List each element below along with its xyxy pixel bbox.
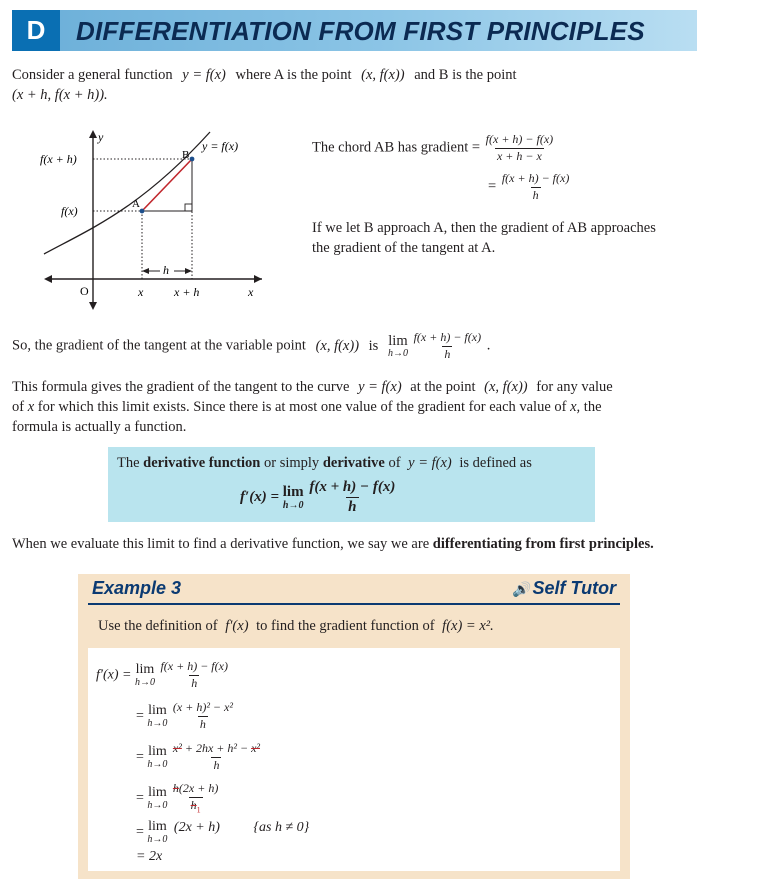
y-axis-bottom-arrow	[89, 302, 97, 310]
solution-result: = 2x	[136, 849, 163, 864]
y-axis-label: y	[98, 130, 104, 144]
point-a-label: A	[132, 198, 140, 210]
cancelled-term: x²	[172, 741, 182, 755]
formula-paragraph: This formula gives the gradient of the tangent to the curve y = f(x) at the point (x, f(x)) for any value of x for which this limit exists. Since there is at most one value of the gradient for each value of x, the formula is actually a function.	[12, 379, 613, 435]
section-letter: D	[12, 10, 60, 51]
fxh-label: f(x + h)	[40, 152, 77, 166]
cancelled-h: h	[190, 797, 197, 812]
cancelled-term: x²	[251, 741, 260, 755]
x-axis-arrow	[254, 275, 262, 283]
definition-fraction: $\frac{f(x + h) - f(x)}{h}$	[309, 479, 396, 516]
derivative-formula: f′(x) = lim h→0 $\frac{f(x + h) - f(x)}{h}$	[240, 479, 396, 516]
y-axis-arrow	[89, 130, 97, 138]
h-label: h	[163, 263, 169, 277]
origin-label: O	[80, 284, 89, 298]
example-divider	[88, 603, 620, 605]
tick-x-label: x	[138, 285, 144, 299]
solution-step-3: = lim h→0 $\frac{\text{x² + 2hx + h² − x²}}{h}$	[136, 741, 260, 772]
h-arrow-right	[185, 268, 192, 274]
chord-ab	[142, 159, 192, 211]
limit-operator: lim h→0	[387, 332, 408, 360]
chord-gradient: The chord AB has gradient = $\frac{f(x + h) - f(x)}{x + h - x}$	[312, 132, 554, 163]
self-tutor-link[interactable]: 🔊 Self Tutor	[512, 578, 617, 598]
x-axis-label: x	[248, 285, 254, 299]
right-angle-mark	[185, 204, 192, 211]
definition-limit: lim h→0	[282, 483, 304, 511]
solution-step-2: = lim h→0 $\frac{\text{(x + h)² − x²}}{h}$	[136, 700, 233, 731]
chord-fraction-1: $\frac{f(x + h) - f(x)}{x + h - x}$	[485, 132, 554, 163]
solution-step-5: = lim h→0 (2x + h) {as h ≠ 0}	[136, 819, 310, 845]
tick-xh-label: x + h	[174, 285, 200, 299]
curve-label: y = f(x)	[202, 139, 239, 153]
function-graph	[30, 122, 270, 312]
chord-gradient-simplified: = $\frac{f(x + h) - f(x)}{h}$	[488, 171, 570, 202]
approach-paragraph: If we let B approach A, then the gradient of AB approaches the gradient of the tangent at A.	[312, 220, 656, 256]
cancelled-h: h	[172, 781, 179, 795]
section-title: DIFFERENTIATION FROM FIRST PRINCIPLES	[76, 15, 645, 46]
chord-fraction-2: $\frac{f(x + h) - f(x)}{h}$	[501, 171, 570, 202]
speaker-icon: 🔊	[512, 581, 530, 597]
example-title: Example 3	[92, 578, 182, 598]
tangent-gradient-line: So, the gradient of the tangent at the variable point (x, f(x)) is lim h→0 $\frac{f(x + h) - f(x)}{h}$ .	[12, 330, 491, 361]
h-arrow-left	[142, 268, 149, 274]
tangent-fraction: $\frac{f(x + h) - f(x)}{h}$	[413, 330, 482, 361]
solution-step-1: f′(x) = lim h→0 $\frac{f(x + h) - f(x)}{h}$	[96, 659, 228, 690]
definition-text: The derivative function or simply derivative of y = f(x) is defined as	[117, 455, 532, 471]
first-principles-line: When we evaluate this limit to find a derivative function, we say we are differentiating from first principles.	[12, 536, 654, 552]
x-axis-left-arrow	[44, 275, 52, 283]
point-b-dot	[190, 157, 195, 162]
example-question: Use the definition of f′(x) to find the gradient function of f(x) = x².	[98, 618, 494, 634]
point-a-dot	[140, 209, 145, 214]
point-b-label: B	[182, 149, 190, 161]
intro-paragraph: Consider a general function y = f(x) where A is the point (x, f(x)) and B is the point (x + h, f(x + h)).	[12, 67, 517, 103]
solution-step-4: = lim h→0 $\frac{h(2x + h)}{h_1}$	[136, 781, 219, 815]
fx-label: f(x)	[61, 204, 78, 218]
